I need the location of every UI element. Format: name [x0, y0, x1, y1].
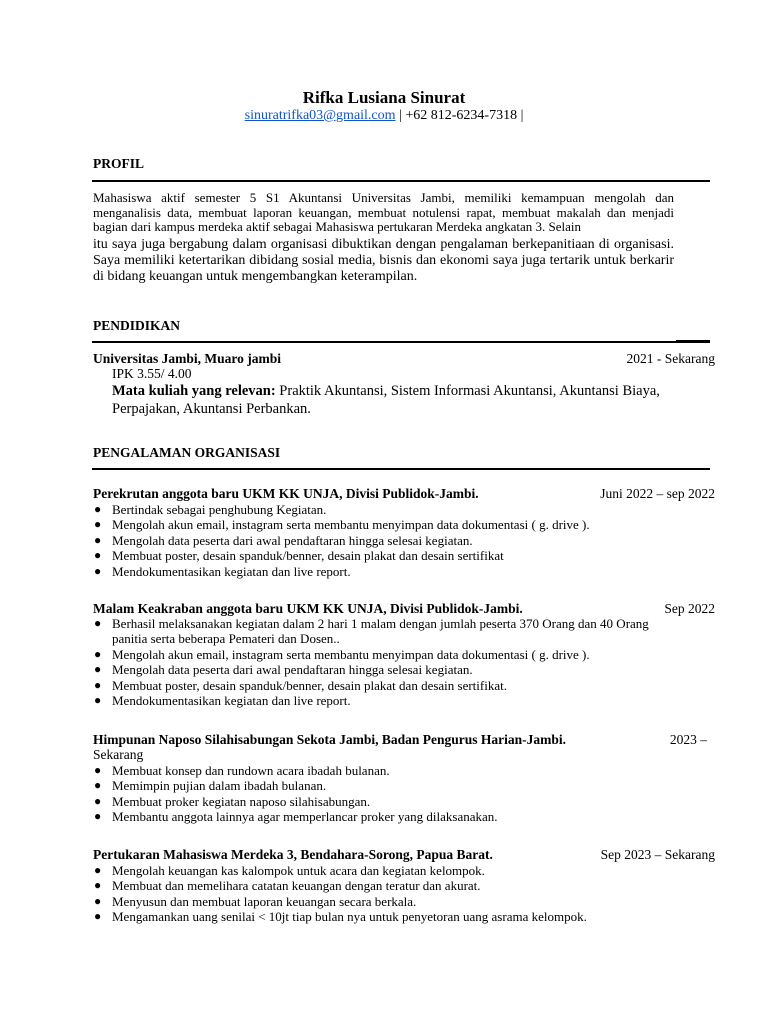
- candidate-name: Rifka Lusiana Sinurat: [302, 88, 466, 107]
- bullet-icon: ●: [94, 878, 102, 893]
- org-entry-header: [93, 732, 707, 748]
- list-item: ● Berhasil melaksanakan kegiatan dalam 2 hari 1 malam dengan jumlah peserta 370 Orang dan 40 Orang panitia serta beberapa Pemateri dan Dosen..: [94, 616, 649, 647]
- bullet-icon: ●: [94, 793, 102, 808]
- profil-paragraph-1: Mahasiswa aktif semester 5 S1 Akuntansi Universitas Jambi, memiliki kemampuan mengolah dan menganalisis data, membuat laporan keuangan, membuat notulensi rapat, membuat makalah dan menjadi bagian dari kampus merdeka aktif sebagai Mahasiswa pertukaran Merdeka angkatan 3. Selain: [93, 190, 674, 235]
- contact-line: [0, 108, 768, 124]
- profil-paragraph-2: itu saya juga bergabung dalam organisasi dibuktikan dengan pengalaman berkepanitiaan di organisasi. Saya memiliki ketertarikan dibidang sosial media, bisnis dan ekonomi saya juga tertarik untuk berkarir di bidang keuangan untuk mengembangkan keterampilan.: [93, 237, 674, 284]
- org-entry-header: [93, 601, 715, 617]
- list-item: ● Mengolah akun email, instagram serta membantu menyimpan data dokumentasi ( g. drive ).: [94, 517, 590, 533]
- org-role: Perekrutan anggota baru UKM KK UNJA, Divisi Publidok-Jambi.: [93, 486, 479, 501]
- org-period-continued: Sekarang: [93, 747, 144, 762]
- bullet-icon: ●: [94, 677, 102, 692]
- org-role: Malam Keakraban anggota baru UKM KK UNJA, Divisi Publidok-Jambi.: [93, 601, 523, 616]
- courses-label: Mata kuliah yang relevan:: [112, 383, 276, 399]
- list-item: ● Mengolah akun email, instagram serta membantu menyimpan data dokumentasi ( g. drive ).: [94, 646, 590, 662]
- bullet-icon: ●: [94, 763, 102, 777]
- section-title-profil: PROFIL: [93, 156, 145, 171]
- relevant-courses: [112, 382, 672, 418]
- education-period: 2021 - Sekarang: [626, 351, 715, 366]
- section-divider: [92, 341, 710, 343]
- list-item: ● Mendokumentasikan kegiatan dan live report.: [94, 693, 351, 709]
- org-period: Juni 2022 – sep 2022: [600, 486, 715, 501]
- courses-text: Praktik Akuntansi, Sistem Informasi Akuntansi, Akuntansi Biaya, Perpajakan, Akuntansi Perbankan.: [112, 383, 660, 417]
- bullet-icon: ●: [94, 693, 102, 708]
- ipk-text: IPK 3.55/ 4.00: [112, 366, 192, 381]
- bullet-icon: ●: [94, 662, 102, 677]
- section-title-organisasi: PENGALAMAN ORGANISASI: [93, 445, 281, 460]
- org-entry-header: [93, 847, 715, 863]
- bullet-icon: ●: [94, 532, 102, 547]
- org-task-list: [93, 763, 673, 825]
- list-item: ● Mengamankan uang senilai < 10jt tiap bulan nya untuk penyetoran uang asrama kelompok.: [94, 909, 587, 925]
- list-item: ● Menyusun dan membuat laporan keuangan secara berkala.: [94, 893, 417, 909]
- bullet-icon: ●: [94, 502, 102, 516]
- list-item: ● Mengolah data peserta dari awal pendaftaran hingga selesai kegiatan.: [94, 662, 473, 678]
- list-item: ● Mengolah data peserta dari awal pendaftaran hingga selesai kegiatan.: [94, 532, 473, 548]
- org-period: 2023 –: [669, 732, 707, 747]
- list-item: ● Mendokumentasikan kegiatan dan live report.: [94, 563, 351, 579]
- bullet-icon: ●: [94, 646, 102, 661]
- org-role: Himpunan Naposo Silahisabungan Sekota Jambi, Badan Pengurus Harian-Jambi.: [93, 732, 567, 747]
- bullet-icon: ●: [94, 563, 102, 578]
- bullet-icon: ●: [94, 517, 102, 532]
- list-item: ● Bertindak sebagai penghubung Kegiatan.: [94, 502, 327, 517]
- bullet-icon: ●: [94, 778, 102, 793]
- list-item: ● Membuat poster, desain spanduk/benner, desain plakat dan desain sertifikat: [94, 548, 504, 564]
- education-row: [93, 351, 715, 367]
- org-task-list: [93, 616, 673, 708]
- school-name: Universitas Jambi, Muaro jambi: [93, 351, 281, 366]
- section-divider: [92, 180, 710, 182]
- list-item: ● Membuat dan memelihara catatan keuangan dengan teratur dan akurat.: [94, 878, 481, 894]
- org-task-list: [93, 502, 673, 579]
- section-divider: [92, 468, 710, 470]
- bullet-icon: ●: [94, 893, 102, 908]
- email-link[interactable]: sinuratrifka03@gmail.com: [244, 108, 396, 123]
- bullet-icon: ●: [94, 909, 102, 924]
- org-period: Sep 2022: [664, 601, 715, 616]
- list-item: ● Membuat konsep dan rundown acara ibadah bulanan.: [94, 763, 390, 778]
- list-item: ● Mengolah keuangan kas kalompok untuk acara dan kegiatan kelompok.: [94, 863, 485, 878]
- bullet-icon: ●: [94, 863, 102, 877]
- org-entry-header: [93, 486, 715, 502]
- bullet-icon: ●: [94, 616, 102, 630]
- org-role: Pertukaran Mahasiswa Merdeka 3, Bendahara-Sorong, Papua Barat.: [93, 847, 493, 862]
- org-task-list: [93, 863, 673, 925]
- list-item: ● Membuat poster, desain spanduk/benner, desain plakat dan desain sertifikat.: [94, 677, 507, 693]
- bullet-icon: ●: [94, 809, 102, 824]
- list-item: ● Memimpin pujian dalam ibadah bulanan.: [94, 778, 327, 794]
- bullet-icon: ●: [94, 548, 102, 563]
- section-title-pendidikan: PENDIDIKAN: [93, 318, 181, 333]
- phone-text: | +62 812-6234-7318 |: [395, 108, 524, 123]
- list-item: ● Membuat proker kegiatan naposo silahisabungan.: [94, 793, 371, 809]
- org-period: Sep 2023 – Sekarang: [600, 847, 715, 862]
- list-item: ● Membantu anggota lainnya agar memperlancar proker yang dilaksanakan.: [94, 809, 498, 825]
